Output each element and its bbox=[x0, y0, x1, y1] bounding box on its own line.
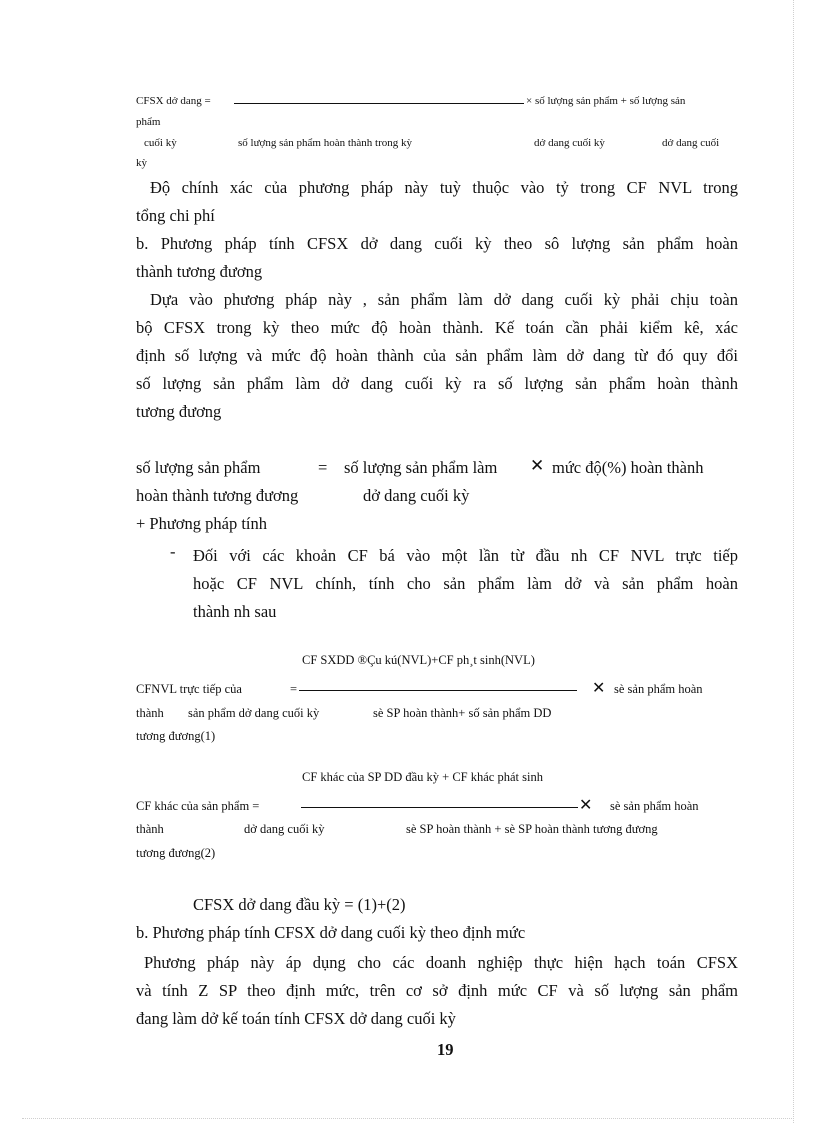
heading-line: thành tương đương bbox=[136, 262, 263, 281]
paragraph-line: số lượng sản phẩm làm dở dang cuối kỳ ra số lượng sản phẩm hoàn thành bbox=[136, 374, 738, 393]
formula-4-fraction-line bbox=[301, 807, 578, 808]
formula-4-row3: tương đương(2) bbox=[136, 846, 216, 860]
page-number: 19 bbox=[437, 1040, 454, 1059]
paragraph-line: đang làm dở kế toán tính CFSX dở dang cuối kỳ bbox=[136, 1009, 456, 1028]
formula-3-fraction-line bbox=[299, 690, 577, 691]
formula-1-row2-col3: dở dang cuối kỳ bbox=[534, 137, 605, 149]
bullet-text bbox=[193, 542, 738, 626]
paragraph-line: tương đương bbox=[136, 402, 222, 421]
paragraph-line: Độ chính xác của phương pháp này tuỳ thuộc vào tỷ trong CF NVL trong bbox=[150, 178, 738, 197]
paragraph-line: bộ CFSX trong kỳ theo mức độ hoàn thành. Kế toán cần phải kiểm kê, xác bbox=[136, 318, 738, 337]
page-bottom-dotted-border bbox=[22, 1118, 794, 1119]
formula-1-wrap2: kỳ bbox=[136, 157, 147, 169]
heading-b-equivalent bbox=[136, 230, 738, 286]
bullet-dash: - bbox=[170, 542, 176, 561]
paragraph-line: Phương pháp này áp dụng cho các doanh nghiệp thực hiện hạch toán CFSX bbox=[144, 953, 738, 972]
paragraph-basis bbox=[136, 286, 738, 426]
formula-4-rhs: sè sản phẩm hoàn bbox=[610, 799, 699, 813]
bullet-line: Đối với các khoản CF bá vào một lần từ đầu nh CF NVL trực tiếp bbox=[193, 546, 738, 565]
formula-1-rhs: × số lượng sản phẩm + số lượng sản bbox=[526, 95, 686, 107]
method-label: + Phương pháp tính bbox=[136, 514, 268, 533]
formula-1-lhs: CFSX dở dang = bbox=[136, 95, 211, 107]
formula-3-row3: tương đương(1) bbox=[136, 729, 216, 743]
bullet-line: hoặc CF NVL chính, tính cho sản phẩm làm dở và sản phẩm hoàn bbox=[193, 574, 738, 593]
formula-2-eq: = bbox=[318, 458, 328, 477]
formula-4-lhs: CF khác của sản phẩm = bbox=[136, 799, 260, 813]
formula-2-lhs1: số lượng sản phẩm bbox=[136, 458, 261, 477]
formula-3-row2-col1: thành bbox=[136, 706, 164, 720]
multiply-icon: ✕ bbox=[579, 795, 593, 814]
formula-1-fraction-line bbox=[234, 103, 524, 104]
formula-3-row2-col3: sè SP hoàn thành+ số sản phẩm DD bbox=[373, 706, 552, 720]
formula-2-rhs1: mức độ(%) hoàn thành bbox=[552, 458, 704, 477]
paragraph-accuracy bbox=[136, 174, 738, 230]
paragraph-line: và tính Z SP theo định mức, trên cơ sở định mức CF và số lượng sản phẩm bbox=[136, 981, 738, 1000]
formula-2-mid2: dở dang cuối kỳ bbox=[363, 486, 470, 505]
paragraph-norm bbox=[136, 949, 738, 1033]
paragraph-line: định số lượng và mức độ hoàn thành của sản phẩm làm dở dang từ đó quy đổi bbox=[136, 346, 738, 365]
multiply-icon: ✕ bbox=[530, 456, 545, 476]
formula-3-row2-col2: sản phẩm dở dang cuối kỳ bbox=[188, 706, 320, 720]
formula-4-row2-col2: dở dang cuối kỳ bbox=[244, 822, 325, 836]
formula-4-numerator: CF khác của SP DD đầu kỳ + CF khác phát sinh bbox=[302, 770, 543, 784]
paragraph-line: tổng chi phí bbox=[136, 206, 215, 225]
total-formula: CFSX dở dang đầu kỳ = (1)+(2) bbox=[193, 895, 406, 914]
formula-1-row2-col4: dở dang cuối bbox=[662, 137, 720, 149]
formula-2-mid1: số lượng sản phẩm làm bbox=[344, 458, 498, 477]
formula-1-wrap: phẩm bbox=[136, 116, 161, 128]
heading-line: b. Phương pháp tính CFSX dở dang cuối kỳ theo sô lượng sản phẩm hoàn bbox=[136, 234, 738, 253]
formula-4-row2-col1: thành bbox=[136, 822, 164, 836]
page-right-dotted-border bbox=[793, 0, 794, 1123]
formula-3-lhs: CFNVL trực tiếp của bbox=[136, 682, 242, 696]
formula-1-row2-col2: số lượng sản phẩm hoàn thành trong kỳ bbox=[238, 137, 413, 149]
formula-3-eq: = bbox=[290, 682, 298, 696]
formula-3-numerator: CF SXDD ®Çu kú(NVL)+CF ph¸t sinh(NVL) bbox=[302, 653, 535, 667]
formula-2-lhs2: hoàn thành tương đương bbox=[136, 486, 299, 505]
multiply-icon: ✕ bbox=[592, 678, 606, 697]
formula-3-rhs: sè sản phẩm hoàn bbox=[614, 682, 703, 696]
paragraph-line: Dựa vào phương pháp này , sản phẩm làm dở dang cuối kỳ phải chịu toàn bbox=[150, 290, 738, 309]
formula-4-row2-col3: sè SP hoàn thành + sè SP hoàn thành tương đương bbox=[406, 822, 658, 836]
bullet-line: thành nh sau bbox=[193, 602, 277, 621]
formula-1-row2-col1: cuối kỳ bbox=[144, 137, 177, 149]
heading-b-norm: b. Phương pháp tính CFSX dở dang cuối kỳ theo định mức bbox=[136, 923, 526, 942]
